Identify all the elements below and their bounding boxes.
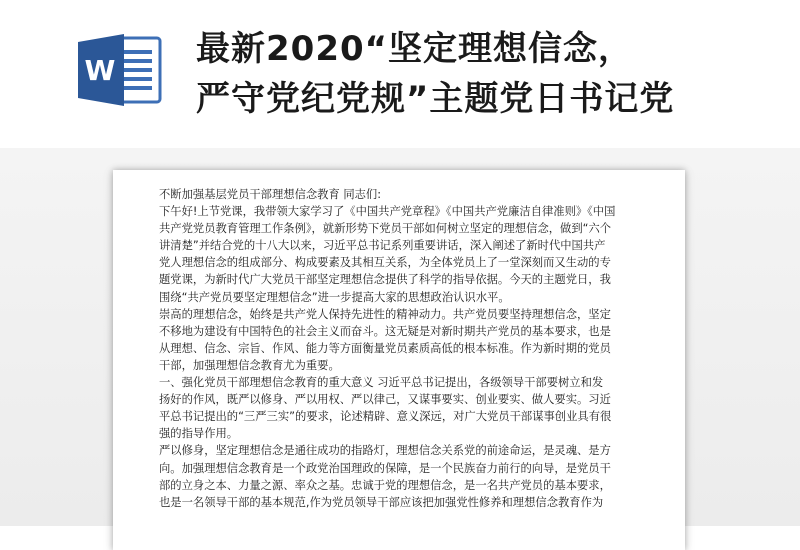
body-line: 讲清楚”并结合党的十八大以来，习近平总书记系列重要讲话，深入阐述了新时代中国共产 xyxy=(159,239,606,253)
body-line: 向。加强理想信念教育是一个政党治国理政的保障，是一个民族奋力前行的向导，是党员干 xyxy=(159,461,611,475)
body-line: 不断加强基层党员干部理想信念教育 同志们: xyxy=(159,188,382,201)
body-line: 不移地为建设有中国特色的社会主义而奋斗。这无疑是对新时期共产党员的基本要求，也是 xyxy=(159,324,611,338)
title-line-1: 最新2020“坚定理想信念， xyxy=(196,29,633,69)
body-line: 部的立身之本、力量之源、率众之基。忠诚于党的理想信念，是一名共产党员的基本要求， xyxy=(159,478,611,492)
document-header xyxy=(0,0,800,148)
word-icon-letter: W xyxy=(84,54,116,87)
document-title xyxy=(196,24,786,124)
body-line: 平总书记提出的“三严三实”的要求，论述精辟、意义深远，对广大党员干部谋事创业具有很 xyxy=(159,410,612,424)
body-line: 下午好!上节党课，我带领大家学习了《中国共产党章程》《中国共产党廉洁自律准则》《中国 xyxy=(159,205,616,219)
body-line: 严以修身，坚定理想信念是通往成功的指路灯，理想信念关系党的前途命运，是灵魂、是方 xyxy=(159,444,611,458)
title-line-2: 严守党纪党规”主题党日书记党 xyxy=(196,79,675,119)
body-line: 扬好的作风，既严以修身、严以用权、严以律己，又谋事要实、创业要实、做人要实。习近 xyxy=(159,393,611,407)
body-line: 干部，加强理想信念教育尤为重要。 xyxy=(159,358,340,372)
body-line: 题党课，为新时代广大党员干部坚定理想信念提供了科学的指导依据。今天的主题党日，我 xyxy=(159,273,611,287)
body-line: 共产党党员教育管理工作条例》，就新形势下党员干部如何树立坚定的理想信念，做到“六个 xyxy=(159,222,612,236)
body-line: 崇高的理想信念，始终是共产党人保持先进性的精神动力。共产党员要坚持理想信念，坚定 xyxy=(159,307,611,321)
document-body xyxy=(159,186,653,511)
document-page-preview xyxy=(113,170,685,550)
body-line: 围绕“共产党员要坚定理想信念”进一步提高大家的思想政治认识水平。 xyxy=(159,290,510,304)
body-line: 党人理想信念的组成部分、构成要素及其相互关系，为全体党员上了一堂深刻而又生动的专 xyxy=(159,256,611,270)
word-document-icon xyxy=(78,32,164,108)
body-line: 一、强化党员干部理想信念教育的重大意义 习近平总书记提出，各级领导干部要树立和发 xyxy=(159,376,604,390)
body-line: 强的指导作用。 xyxy=(159,427,239,441)
body-line: 也是一名领导干部的基本规范,作为党员领导干部应该把加强党性修养和理想信念教育作为 xyxy=(159,495,604,509)
body-line: 从理想、信念、宗旨、作风、能力等方面衡量党员素质高低的根本标准。作为新时期的党员 xyxy=(159,341,611,355)
